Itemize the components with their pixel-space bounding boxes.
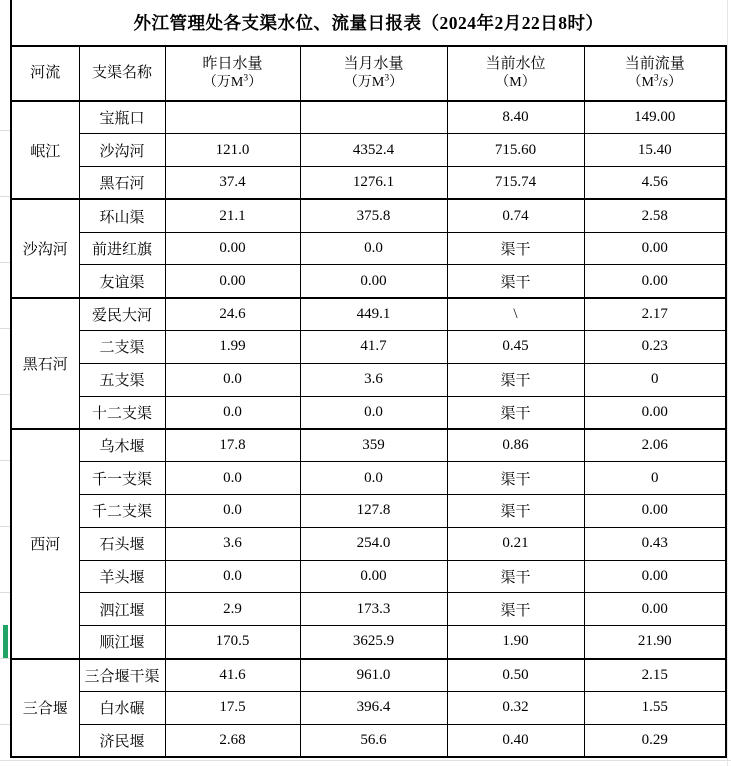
cell-current-flow[interactable]: 0.43 <box>584 527 726 560</box>
table-row <box>11 724 726 757</box>
cell-yesterday-volume[interactable]: 3.6 <box>165 527 300 560</box>
col-header-current-level[interactable] <box>447 46 584 101</box>
gridline <box>0 328 10 329</box>
cell-current-level[interactable]: 0.86 <box>447 429 584 462</box>
cell-current-flow[interactable]: 149.00 <box>584 101 726 134</box>
cell-month-volume[interactable]: 449.1 <box>300 298 447 331</box>
cell-month-volume[interactable]: 41.7 <box>300 331 447 364</box>
cell-channel-name[interactable]: 济民堰 <box>79 724 165 757</box>
cell-yesterday-volume[interactable]: 0.00 <box>165 232 300 265</box>
table-row <box>11 134 726 167</box>
cell-current-flow[interactable]: 0.00 <box>584 232 726 265</box>
table-row <box>11 626 726 659</box>
col-header-label: 昨日水量 <box>202 55 263 72</box>
cell-current-level[interactable]: 渠干 <box>447 396 584 429</box>
col-header-unit: （万$M^3$） <box>202 73 263 91</box>
col-header-unit: $(M^3/s)$ <box>627 73 683 91</box>
cell-month-volume[interactable]: 396.4 <box>300 691 447 724</box>
cell-current-flow[interactable]: 0.00 <box>584 495 726 528</box>
cell-current-flow[interactable]: 2.17 <box>584 298 726 331</box>
cell-current-flow[interactable]: 15.40 <box>584 134 726 167</box>
cell-yesterday-volume[interactable]: 2.9 <box>165 593 300 626</box>
cell-month-volume[interactable]: 3.6 <box>300 363 447 396</box>
cell-yesterday-volume[interactable]: 0.0 <box>165 495 300 528</box>
cell-river[interactable]: 黑石河 <box>11 298 79 429</box>
cell-current-level[interactable]: 0.40 <box>447 724 584 757</box>
cell-current-level[interactable]: 渠干 <box>447 232 584 265</box>
cell-current-flow[interactable]: 0.00 <box>584 265 726 298</box>
cell-channel-name[interactable]: 羊头堰 <box>79 560 165 593</box>
cell-current-level[interactable]: 0.45 <box>447 331 584 364</box>
cell-channel-name[interactable]: 泗江堰 <box>79 593 165 626</box>
sheet-gridline-right <box>727 0 728 766</box>
cell-current-level[interactable]: 渠干 <box>447 363 584 396</box>
gridline <box>0 460 10 461</box>
cell-current-flow[interactable]: 0.00 <box>584 560 726 593</box>
cell-yesterday-volume[interactable]: 170.5 <box>165 626 300 659</box>
cell-yesterday-volume[interactable]: 0.00 <box>165 265 300 298</box>
cell-channel-name[interactable]: 宝瓶口 <box>79 101 165 134</box>
gridline <box>0 658 10 659</box>
table-row <box>11 659 726 692</box>
cell-channel-name[interactable]: 十二支渠 <box>79 396 165 429</box>
report-sheet <box>10 0 725 758</box>
cell-month-volume[interactable]: 56.6 <box>300 724 447 757</box>
table-row <box>11 462 726 495</box>
cell-channel-name[interactable]: 千一支渠 <box>79 462 165 495</box>
col-header-month-volume[interactable] <box>300 46 447 101</box>
report-title[interactable]: 外江管理处各支渠水位、流量日报表（2024年2月22日8时） <box>10 0 725 45</box>
col-header-channel[interactable]: 支渠名称 <box>79 46 165 101</box>
gridline <box>0 526 10 527</box>
col-header-yesterday-volume[interactable] <box>165 46 300 101</box>
col-header-unit: （万$M^3$） <box>343 73 404 91</box>
cell-current-level[interactable]: 8.40 <box>447 101 584 134</box>
cell-channel-name[interactable]: 乌木堰 <box>79 429 165 462</box>
cell-month-volume[interactable]: 359 <box>300 429 447 462</box>
cell-month-volume[interactable]: 0.0 <box>300 462 447 495</box>
cell-current-level[interactable]: 1.90 <box>447 626 584 659</box>
cell-yesterday-volume[interactable]: 21.1 <box>165 199 300 232</box>
table-row <box>11 101 726 134</box>
cell-channel-name[interactable]: 环山渠 <box>79 199 165 232</box>
cell-month-volume[interactable]: 3625.9 <box>300 626 447 659</box>
cell-channel-name[interactable]: 五支渠 <box>79 363 165 396</box>
table-row <box>11 691 726 724</box>
table-row <box>11 396 726 429</box>
cell-river[interactable]: 沙沟河 <box>11 199 79 297</box>
gridline <box>0 394 10 395</box>
cell-current-flow[interactable]: 4.56 <box>584 167 726 200</box>
gridline <box>0 592 10 593</box>
cell-month-volume[interactable]: 4352.4 <box>300 134 447 167</box>
cell-yesterday-volume[interactable]: 0.0 <box>165 396 300 429</box>
cell-current-level[interactable]: 0.32 <box>447 691 584 724</box>
col-header-label: 当月水量 <box>343 55 404 72</box>
cell-current-level[interactable]: 0.21 <box>447 527 584 560</box>
cell-current-level[interactable]: 渠干 <box>447 265 584 298</box>
cell-yesterday-volume[interactable]: 17.8 <box>165 429 300 462</box>
cell-yesterday-volume[interactable]: 37.4 <box>165 167 300 200</box>
gridline <box>0 262 10 263</box>
cell-yesterday-volume[interactable]: 1.99 <box>165 331 300 364</box>
cell-current-level[interactable]: 0.50 <box>447 659 584 692</box>
cell-yesterday-volume[interactable]: 0.0 <box>165 363 300 396</box>
cell-current-flow[interactable]: 2.15 <box>584 659 726 692</box>
cell-month-volume[interactable]: 961.0 <box>300 659 447 692</box>
cell-current-level[interactable]: 0.74 <box>447 199 584 232</box>
cell-yesterday-volume[interactable]: 121.0 <box>165 134 300 167</box>
cell-current-flow[interactable]: 0.00 <box>584 593 726 626</box>
cell-current-flow[interactable]: 0 <box>584 363 726 396</box>
gridline <box>0 130 10 131</box>
cell-yesterday-volume[interactable] <box>165 101 300 134</box>
cell-current-level[interactable]: 渠干 <box>447 593 584 626</box>
cell-month-volume[interactable]: 127.8 <box>300 495 447 528</box>
cell-yesterday-volume[interactable]: 0.0 <box>165 462 300 495</box>
table-row <box>11 265 726 298</box>
gridline <box>0 724 10 725</box>
col-header-river[interactable]: 河流 <box>11 46 79 101</box>
table-row <box>11 363 726 396</box>
table-row <box>11 495 726 528</box>
cell-river[interactable]: 岷江 <box>11 101 79 199</box>
cell-month-volume[interactable]: 375.8 <box>300 199 447 232</box>
table-row <box>11 232 726 265</box>
cell-channel-name[interactable]: 二支渠 <box>79 331 165 364</box>
col-header-current-flow[interactable] <box>584 46 726 101</box>
table-row <box>11 429 726 462</box>
cell-yesterday-volume[interactable]: 41.6 <box>165 659 300 692</box>
cell-current-flow[interactable]: 2.06 <box>584 429 726 462</box>
cell-channel-name[interactable]: 黑石河 <box>79 167 165 200</box>
cell-yesterday-volume[interactable]: 17.5 <box>165 691 300 724</box>
cell-current-level[interactable]: 渠干 <box>447 462 584 495</box>
cell-current-level[interactable]: 715.74 <box>447 167 584 200</box>
cell-channel-name[interactable]: 千二支渠 <box>79 495 165 528</box>
table-row <box>11 527 726 560</box>
table-row <box>11 331 726 364</box>
cell-month-volume[interactable]: 173.3 <box>300 593 447 626</box>
cell-month-volume[interactable]: 0.00 <box>300 560 447 593</box>
cell-yesterday-volume[interactable]: 24.6 <box>165 298 300 331</box>
header-row <box>11 46 726 101</box>
col-header-label: 当前水位 <box>485 55 546 72</box>
cell-current-flow[interactable]: 1.55 <box>584 691 726 724</box>
cell-channel-name[interactable]: 石头堰 <box>79 527 165 560</box>
cell-current-level[interactable]: 渠干 <box>447 495 584 528</box>
cell-month-volume[interactable]: 0.0 <box>300 396 447 429</box>
cell-current-flow[interactable]: 2.58 <box>584 199 726 232</box>
cell-current-flow[interactable]: 0.23 <box>584 331 726 364</box>
cell-river[interactable]: 三合堰 <box>11 659 79 757</box>
cell-month-volume[interactable]: 0.0 <box>300 232 447 265</box>
cell-yesterday-volume[interactable]: 0.0 <box>165 560 300 593</box>
table-row <box>11 560 726 593</box>
col-header-label: 当前流量 <box>624 55 685 72</box>
cell-current-flow[interactable]: 0.29 <box>584 724 726 757</box>
cell-current-level[interactable]: 渠干 <box>447 560 584 593</box>
cell-month-volume[interactable]: 0.00 <box>300 265 447 298</box>
sheet-gridline-bottom <box>0 760 731 761</box>
table-row <box>11 167 726 200</box>
col-header-unit: （M） <box>495 75 536 91</box>
cell-current-flow[interactable]: 21.90 <box>584 626 726 659</box>
cell-current-flow[interactable]: 0 <box>584 462 726 495</box>
row-selection-indicator <box>3 625 8 658</box>
cell-yesterday-volume[interactable]: 2.68 <box>165 724 300 757</box>
table-row <box>11 298 726 331</box>
cell-channel-name[interactable]: 顺江堰 <box>79 626 165 659</box>
cell-month-volume[interactable]: 254.0 <box>300 527 447 560</box>
report-table <box>10 45 727 758</box>
cell-river[interactable]: 西河 <box>11 429 79 659</box>
table-row <box>11 199 726 232</box>
cell-channel-name[interactable]: 爱民大河 <box>79 298 165 331</box>
cell-channel-name[interactable]: 沙沟河 <box>79 134 165 167</box>
table-row <box>11 593 726 626</box>
cell-current-level[interactable]: \ <box>447 298 584 331</box>
cell-current-level[interactable]: 715.60 <box>447 134 584 167</box>
cell-month-volume[interactable]: 1276.1 <box>300 167 447 200</box>
cell-channel-name[interactable]: 三合堰干渠 <box>79 659 165 692</box>
cell-channel-name[interactable]: 前进红旗 <box>79 232 165 265</box>
gridline <box>0 196 10 197</box>
cell-month-volume[interactable] <box>300 101 447 134</box>
cell-current-flow[interactable]: 0.00 <box>584 396 726 429</box>
cell-channel-name[interactable]: 白水碾 <box>79 691 165 724</box>
cell-channel-name[interactable]: 友谊渠 <box>79 265 165 298</box>
